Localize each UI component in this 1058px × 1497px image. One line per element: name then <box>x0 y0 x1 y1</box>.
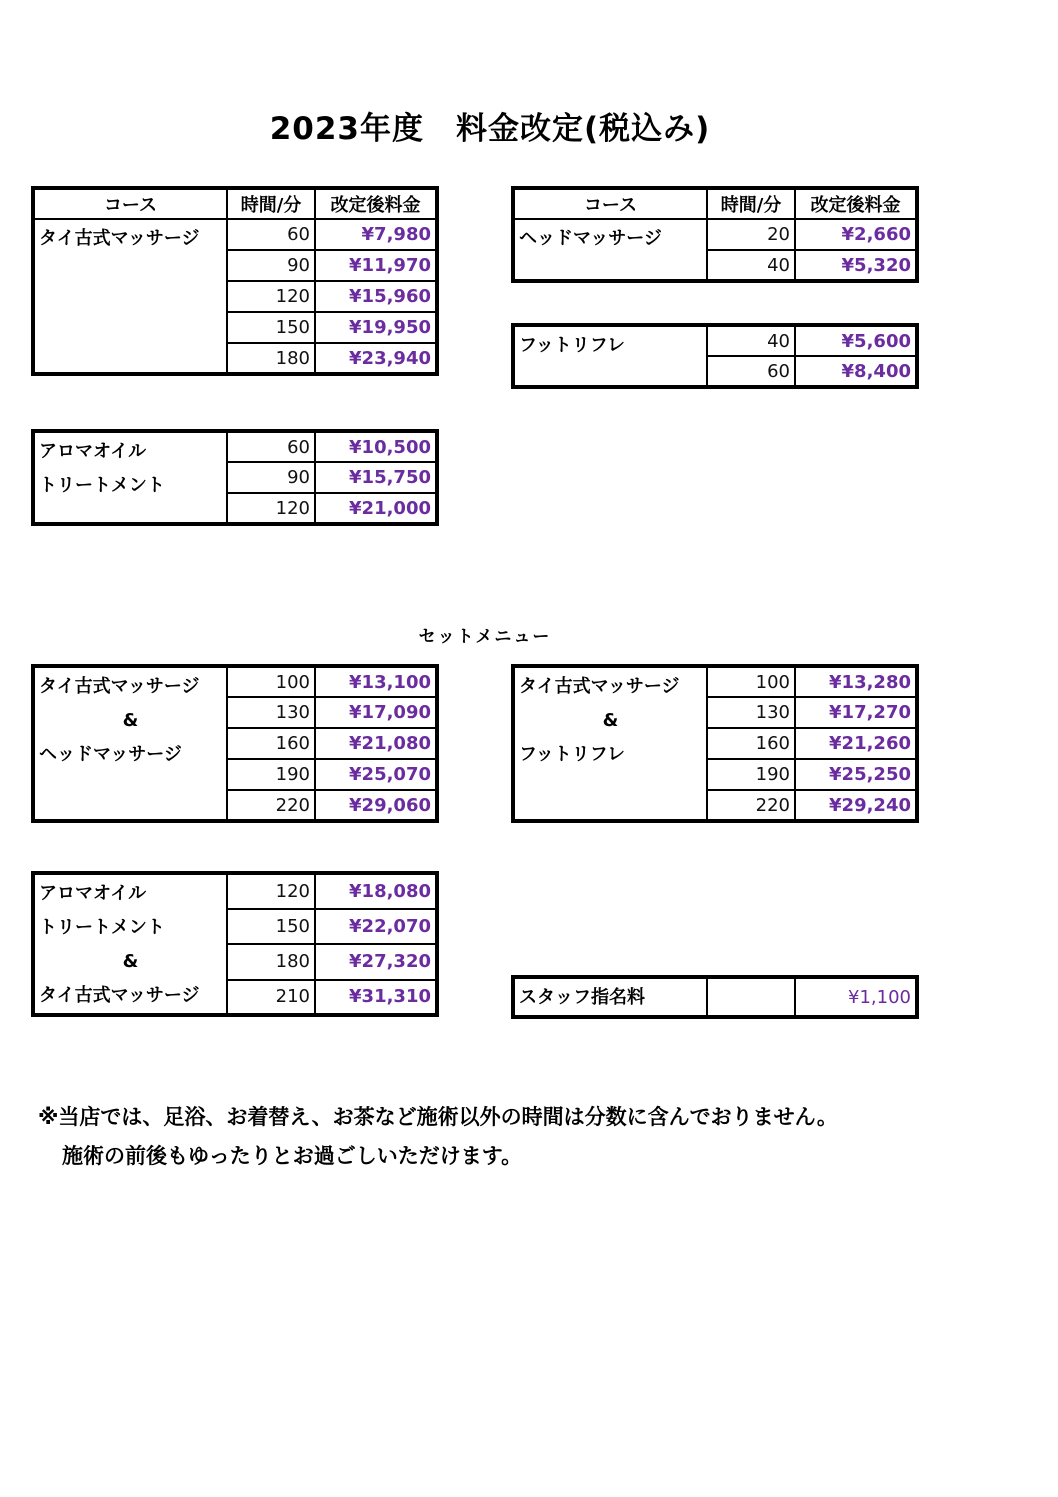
header-time: 時間/分 <box>707 188 795 219</box>
duration-minutes: 40 <box>707 325 795 356</box>
table-row <box>33 219 437 250</box>
duration-minutes: 130 <box>707 697 795 728</box>
course-name-line: アロマオイル <box>39 441 147 462</box>
duration-minutes: 180 <box>227 343 315 374</box>
price-value: ¥13,100 <box>315 666 437 697</box>
set-menu-heading: セットメニュー <box>418 627 552 647</box>
duration-minutes: 90 <box>227 250 315 281</box>
price-value: ¥29,060 <box>315 790 437 821</box>
footnote-line-2: 施術の前後もゆったりとお過ごしいただけます。 <box>62 1144 523 1168</box>
course-name <box>33 219 227 374</box>
price-value: ¥11,970 <box>315 250 437 281</box>
course-name <box>33 666 227 821</box>
course-name-line: トリートメント <box>39 475 165 496</box>
price-value: ¥2,660 <box>795 219 917 250</box>
price-value: ¥8,400 <box>795 356 917 387</box>
duration-minutes: 60 <box>227 219 315 250</box>
course-name-line: & <box>122 951 139 972</box>
course-name-line: タイ古式マッサージ <box>39 985 200 1006</box>
price-table-aroma <box>31 429 439 526</box>
price-table-set-aroma-thai <box>31 871 439 1017</box>
course-name-line: タイ古式マッサージ <box>39 676 200 697</box>
duration-minutes: 150 <box>227 312 315 343</box>
duration-minutes: 90 <box>227 462 315 493</box>
price-value: ¥21,260 <box>795 728 917 759</box>
duration-minutes: 100 <box>227 666 315 697</box>
duration-minutes: 210 <box>227 980 315 1016</box>
table-row <box>513 977 917 1017</box>
duration-minutes: 220 <box>227 790 315 821</box>
price-value: ¥21,080 <box>315 728 437 759</box>
header-price: 改定後料金 <box>315 188 437 219</box>
price-value: ¥21,000 <box>315 493 437 524</box>
course-name-line: トリートメント <box>39 917 165 938</box>
price-value: ¥5,600 <box>795 325 917 356</box>
duration-minutes: 190 <box>227 759 315 790</box>
price-value: ¥31,310 <box>315 980 437 1016</box>
course-name-line: アロマオイル <box>39 883 147 904</box>
price-value: ¥10,500 <box>315 431 437 462</box>
price-value: ¥17,090 <box>315 697 437 728</box>
price-table-staff <box>511 975 919 1019</box>
duration-minutes: 190 <box>707 759 795 790</box>
price-value: ¥15,960 <box>315 281 437 312</box>
duration-minutes <box>707 977 795 1017</box>
duration-minutes: 100 <box>707 666 795 697</box>
duration-minutes: 150 <box>227 909 315 945</box>
price-value: ¥29,240 <box>795 790 917 821</box>
course-name-line: ヘッドマッサージ <box>39 744 182 765</box>
course-name <box>33 431 227 524</box>
course-name-line: フットリフレ <box>519 744 626 765</box>
price-table-set-thai-head <box>31 664 439 823</box>
price-table-thai <box>31 186 439 376</box>
duration-minutes: 120 <box>227 281 315 312</box>
price-value: ¥23,940 <box>315 343 437 374</box>
price-value: ¥27,320 <box>315 944 437 980</box>
header-course: コース <box>513 188 707 219</box>
course-name <box>513 325 707 387</box>
table-row <box>33 431 437 462</box>
duration-minutes: 160 <box>227 728 315 759</box>
price-value: ¥15,750 <box>315 462 437 493</box>
price-value: ¥22,070 <box>315 909 437 945</box>
duration-minutes: 180 <box>227 944 315 980</box>
price-value: ¥25,070 <box>315 759 437 790</box>
duration-minutes: 120 <box>227 493 315 524</box>
duration-minutes: 220 <box>707 790 795 821</box>
table-row <box>513 666 917 697</box>
header-course: コース <box>33 188 227 219</box>
duration-minutes: 60 <box>227 431 315 462</box>
table-row <box>513 219 917 250</box>
duration-minutes: 130 <box>227 697 315 728</box>
table-row <box>33 666 437 697</box>
course-name-line: タイ古式マッサージ <box>39 228 200 249</box>
duration-minutes: 20 <box>707 219 795 250</box>
duration-minutes: 40 <box>707 250 795 281</box>
price-value: ¥5,320 <box>795 250 917 281</box>
footnote <box>38 1098 838 1176</box>
table-row <box>513 325 917 356</box>
duration-minutes: 60 <box>707 356 795 387</box>
course-name-line: ヘッドマッサージ <box>519 228 662 249</box>
header-time: 時間/分 <box>227 188 315 219</box>
course-name-line: タイ古式マッサージ <box>519 676 680 697</box>
course-name <box>513 219 707 281</box>
course-name-line: & <box>122 710 139 731</box>
footnote-line-1: ※当店では、足浴、お着替え、お茶など施術以外の時間は分数に含んでおりません。 <box>38 1105 838 1129</box>
price-value: ¥19,950 <box>315 312 437 343</box>
price-value: ¥18,080 <box>315 873 437 909</box>
course-name <box>33 873 227 1015</box>
table-header-row <box>33 188 437 219</box>
page-title: 2023年度 料金改定(税込み) <box>269 111 711 147</box>
price-value: ¥25,250 <box>795 759 917 790</box>
course-name <box>513 977 707 1017</box>
price-value: ¥7,980 <box>315 219 437 250</box>
header-price: 改定後料金 <box>795 188 917 219</box>
duration-minutes: 160 <box>707 728 795 759</box>
table-row <box>33 873 437 909</box>
course-name-line: スタッフ指名料 <box>519 987 645 1008</box>
price-value: ¥1,100 <box>795 977 917 1017</box>
table-header-row <box>513 188 917 219</box>
price-table-foot <box>511 323 919 389</box>
price-table-set-thai-foot <box>511 664 919 823</box>
course-name <box>513 666 707 821</box>
price-value: ¥13,280 <box>795 666 917 697</box>
price-table-head <box>511 186 919 283</box>
price-value: ¥17,270 <box>795 697 917 728</box>
duration-minutes: 120 <box>227 873 315 909</box>
course-name-line: & <box>602 710 619 731</box>
course-name-line: フットリフレ <box>519 335 626 356</box>
